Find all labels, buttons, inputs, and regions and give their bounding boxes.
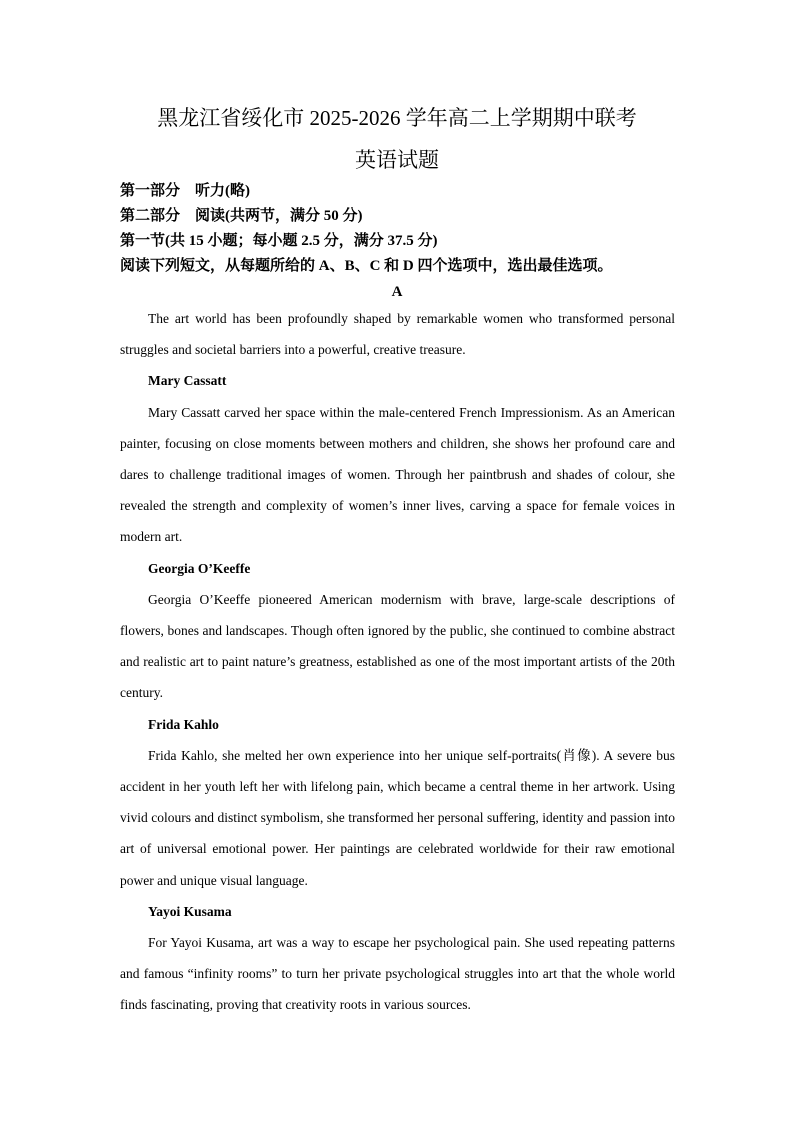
part2-heading: 第二部分 阅读(共两节，满分 50 分): [120, 208, 363, 224]
artist-paragraph: For Yayoi Kusama, art was a way to escape her psychological pain. She used repeating patterns and famous “infinity rooms” to turn her private psychological struggles into art that the whole world finds fascinating, proving that creativity roots in various sources.: [120, 935, 675, 1013]
document-title: 黑龙江省绥化市 2025-2026 学年高二上学期期中联考: [157, 106, 637, 130]
reading-directions: 阅读下列短文，从每题所给的 A、B、C 和 D 四个选项中，选出最佳选项。: [120, 258, 613, 274]
artist-paragraph: Frida Kahlo, she melted her own experience into her unique self-portraits(肖像). A severe bus accident in her youth left her with lifelong pain, which became a central theme in her artwork. Using vivid colours and distinct symbolism, she transformed her personal suffering, identity and passion into art of universal emotional power. Her paintings are celebrated worldwide for their raw emotional power and unique visual language.: [120, 747, 675, 888]
instructions-block: [120, 179, 680, 279]
passage-intro: The art world has been profoundly shaped by remarkable women who transformed personal struggles and societal barriers into a powerful, creative treasure.: [120, 311, 675, 358]
artist-paragraph: Georgia O’Keeffe pioneered American modernism with brave, large-scale descriptions of flowers, bones and landscapes. Though often ignored by the public, she continued to combine abstract and realistic art to paint nature’s greatness, established as one of the most important artists of the 20th century.: [120, 591, 675, 701]
artist-name: Frida Kahlo: [148, 716, 219, 732]
artist-name: Yayoi Kusama: [148, 903, 232, 919]
artist-name: Georgia O’Keeffe: [148, 560, 251, 576]
artist-paragraph: Mary Cassatt carved her space within the male-centered French Impressionism. As an American painter, focusing on close moments between mothers and children, she shows her profound care and dares to challenge traditional images of women. Through her paintbrush and shades of colour, she revealed the strength and complexity of women’s inner lives, carving a space for female voices in modern art.: [120, 404, 675, 545]
artist-name: Mary Cassatt: [148, 373, 227, 389]
part1-heading: 第一部分 听力(略): [120, 183, 250, 199]
document-subtitle: 英语试题: [355, 148, 439, 172]
section1-heading: 第一节(共 15 小题；每小题 2.5 分，满分 37.5 分): [120, 233, 438, 249]
passage-letter: A: [391, 284, 403, 300]
passage-body: [120, 303, 675, 1021]
